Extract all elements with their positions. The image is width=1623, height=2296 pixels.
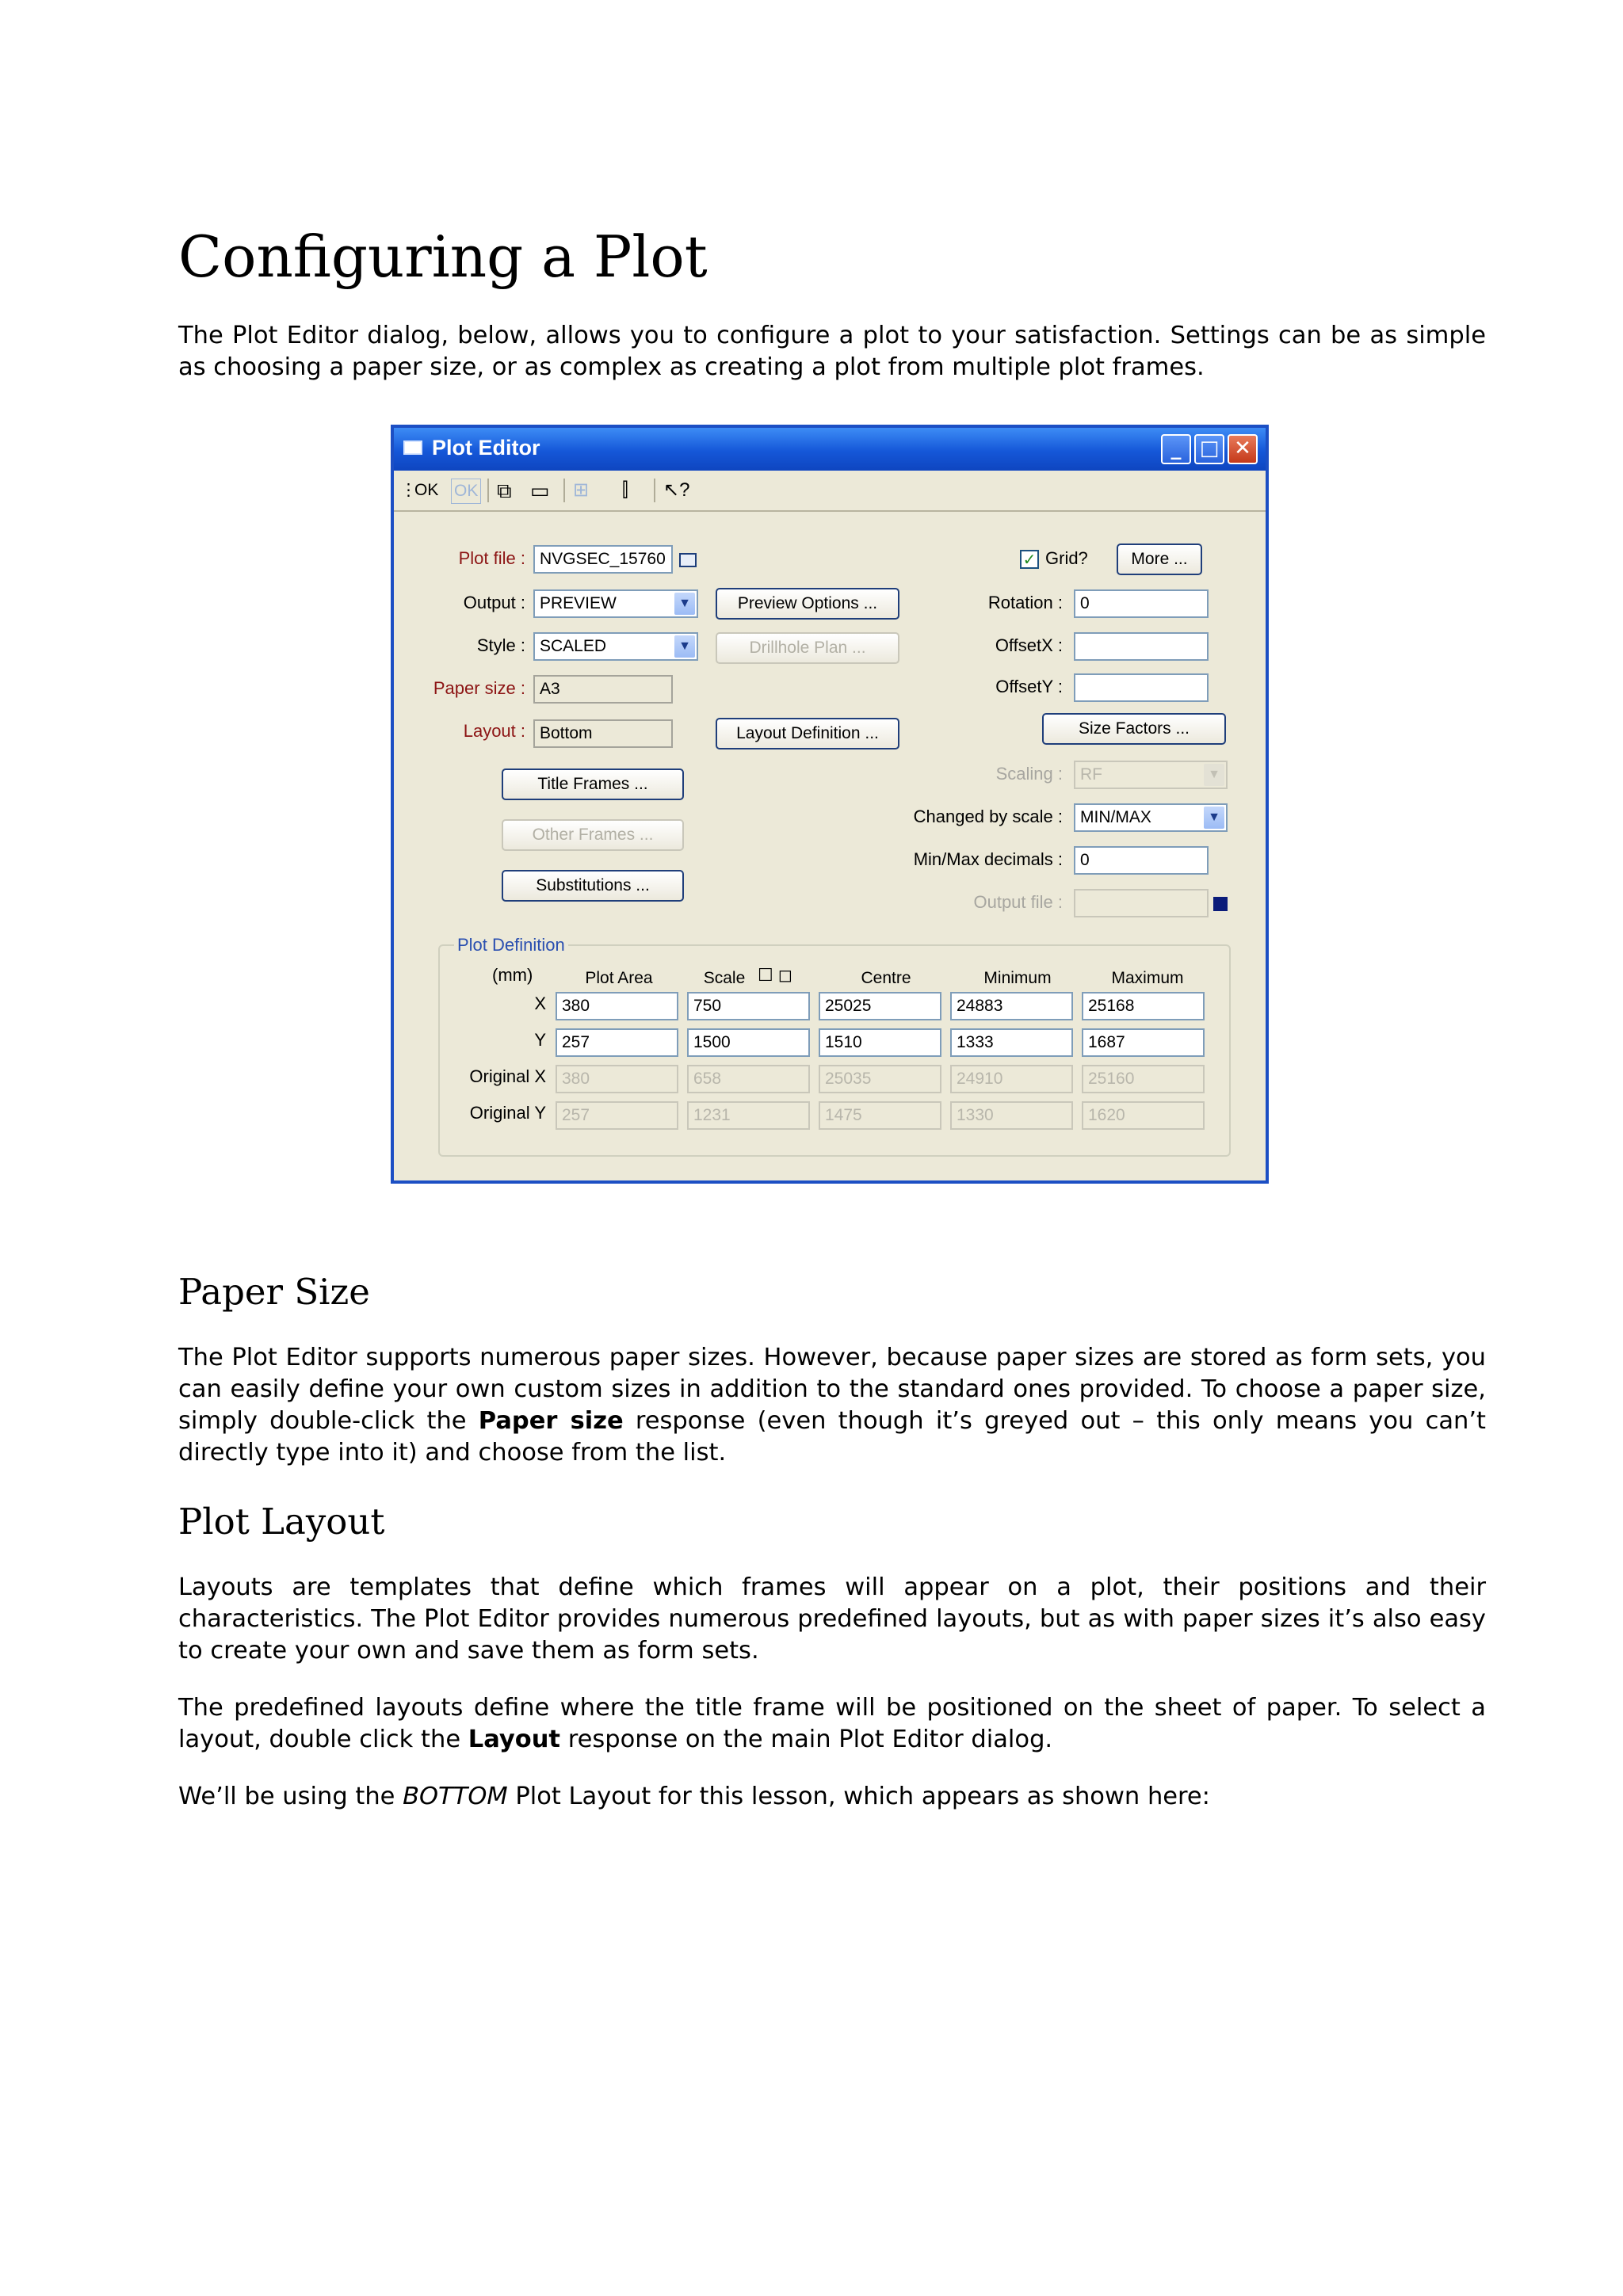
paper-size-bold: Paper size <box>478 1407 624 1435</box>
paper-size-text: response (even though it’s greyed out – this only means you can’t directly type into it) and choose from the list. <box>178 1407 1487 1466</box>
plot-layout-text: We’ll be using the <box>178 1783 403 1810</box>
toolbar-separator <box>654 479 655 502</box>
scaling-value: RF <box>1080 765 1102 784</box>
row-label: Original Y <box>469 1103 546 1123</box>
table-cell[interactable]: 380 <box>556 992 678 1020</box>
toolbar-ok-button[interactable]: OK <box>414 481 439 499</box>
table-cell[interactable]: 25025 <box>819 992 941 1020</box>
minmax-decimals-label: Min/Max decimals : <box>913 849 1063 869</box>
col-centre: Centre <box>861 969 911 987</box>
plot-layout-paragraph-2 <box>178 1692 1486 1756</box>
scale-checkbox-icons[interactable]: ☐ ◻ <box>757 965 793 985</box>
other-frames-button[interactable]: Other Frames ... <box>502 819 684 851</box>
style-select[interactable] <box>533 632 698 661</box>
paper-size-heading: Paper Size <box>178 1271 370 1313</box>
scaling-select[interactable] <box>1074 761 1228 789</box>
toolbar-ok-disabled-button[interactable]: OK <box>451 479 481 504</box>
plot-layout-text: The predefined layouts define where the title frame will be positioned on the sheet of paper. To select a layout, double click the <box>178 1694 1486 1753</box>
layout-label: Layout : <box>463 721 525 741</box>
offset-y-field[interactable] <box>1074 673 1209 702</box>
col-minimum: Minimum <box>983 969 1052 987</box>
row-label: Y <box>534 1030 546 1050</box>
output-label: Output : <box>463 593 525 612</box>
output-file-field[interactable] <box>1074 889 1209 917</box>
col-plot-area: Plot Area <box>585 969 653 987</box>
bottom-italic: BOTTOM <box>403 1783 508 1810</box>
chevron-down-icon[interactable]: ▼ <box>1204 807 1224 829</box>
offset-y-label: OffsetY : <box>995 677 1063 696</box>
table-cell[interactable]: 1687 <box>1082 1028 1205 1057</box>
plot-layout-paragraph-3 <box>178 1781 1486 1813</box>
more-button[interactable]: More ... <box>1117 543 1202 575</box>
col-maximum: Maximum <box>1111 969 1184 987</box>
table-cell: 1231 <box>687 1101 810 1130</box>
table-cell[interactable]: 24883 <box>950 992 1073 1020</box>
table-cell: 24910 <box>950 1065 1073 1093</box>
chevron-down-icon[interactable]: ▼ <box>1204 764 1224 786</box>
plot-definition-title: Plot Definition <box>454 933 568 957</box>
paper-size-field[interactable]: A3 <box>533 675 673 704</box>
dialog-title: Plot Editor <box>432 436 540 460</box>
unit-label: (mm) <box>492 965 533 985</box>
minimize-button[interactable]: _ <box>1161 434 1191 464</box>
plot-layout-paragraph-1: Layouts are templates that define which frames will appear on a plot, their positions and their characteristics. The Plot Editor provides numerous predefined layouts, but as with paper sizes it’s also easy to create your own and save them as form sets. <box>178 1573 1486 1665</box>
dialog-toolbar <box>394 471 1266 512</box>
style-label: Style : <box>476 635 525 655</box>
changed-by-scale-value: MIN/MAX <box>1080 808 1151 826</box>
dialog-title-bar <box>394 428 1266 471</box>
plot-layout-heading: Plot Layout <box>178 1501 385 1543</box>
table-cell: 25160 <box>1082 1065 1205 1093</box>
offset-x-label: OffsetX : <box>995 635 1063 655</box>
table-cell[interactable]: 1333 <box>950 1028 1073 1057</box>
window-frame-icon[interactable]: ▭ <box>530 479 550 502</box>
size-factors-button[interactable]: Size Factors ... <box>1042 713 1226 745</box>
minmax-decimals-field[interactable]: 0 <box>1074 846 1209 875</box>
layout-field[interactable]: Bottom <box>533 719 673 748</box>
chevron-down-icon[interactable]: ▼ <box>674 635 695 658</box>
paper-size-text: The Plot Editor supports numerous paper sizes. However, because paper sizes are stored as form sets, you can easily define your own custom sizes in addition to the standard ones provided. To choose a paper size, simply double-click the <box>178 1344 1486 1435</box>
table-cell: 1330 <box>950 1101 1073 1130</box>
table-cell[interactable]: 25168 <box>1082 992 1205 1020</box>
rotation-label: Rotation : <box>987 593 1063 612</box>
changed-by-scale-select[interactable] <box>1074 803 1228 832</box>
offset-x-field[interactable] <box>1074 632 1209 661</box>
paper-size-label: Paper size : <box>433 678 525 698</box>
preview-options-button[interactable]: Preview Options ... <box>716 588 899 620</box>
table-cell: 658 <box>687 1065 810 1093</box>
split-icon[interactable]: ⫿ <box>622 479 628 501</box>
maximize-button[interactable]: □ <box>1194 434 1224 464</box>
output-file-label: Output file : <box>973 892 1063 912</box>
close-button[interactable]: ✕ <box>1228 434 1258 464</box>
plot-editor-dialog <box>391 425 1269 1184</box>
table-cell: 1620 <box>1082 1101 1205 1130</box>
output-value: PREVIEW <box>540 594 617 612</box>
paper-size-paragraph <box>178 1342 1486 1469</box>
copy-icon[interactable]: ⧉ <box>497 479 512 502</box>
table-cell[interactable]: 257 <box>556 1028 678 1057</box>
toolbar-grip: ⋮ <box>400 481 415 499</box>
grid-checkbox[interactable]: ✓ <box>1020 550 1039 569</box>
substitutions-button[interactable]: Substitutions ... <box>502 870 684 902</box>
table-cell: 380 <box>556 1065 678 1093</box>
table-cell: 25035 <box>819 1065 941 1093</box>
browse-icon[interactable] <box>679 553 697 567</box>
help-pointer-icon[interactable]: ↖? <box>663 479 690 501</box>
row-label: Original X <box>469 1066 546 1086</box>
table-cell: 1475 <box>819 1101 941 1130</box>
scaling-label: Scaling : <box>995 764 1063 784</box>
table-cell[interactable]: 1500 <box>687 1028 810 1057</box>
layout-definition-button[interactable]: Layout Definition ... <box>716 718 899 749</box>
col-scale: Scale <box>703 969 746 987</box>
grid-disabled-icon[interactable]: ⊞ <box>573 479 590 501</box>
window-icon <box>403 441 422 455</box>
plot-file-label: Plot file : <box>458 548 525 568</box>
rotation-field[interactable]: 0 <box>1074 589 1209 618</box>
toolbar-separator <box>487 479 489 502</box>
page-title: Configuring a Plot <box>178 223 708 290</box>
title-frames-button[interactable]: Title Frames ... <box>502 769 684 800</box>
changed-by-scale-label: Changed by scale : <box>913 807 1063 826</box>
intro-paragraph: The Plot Editor dialog, below, allows you to configure a plot to your satisfaction. Settings can be as simple as choosing a paper size, or as complex as creating a plot from multiple plot frames. <box>178 322 1486 381</box>
output-select[interactable] <box>533 589 698 618</box>
grid-label: Grid? <box>1045 548 1088 568</box>
plot-layout-text: response on the main Plot Editor dialog. <box>560 1726 1053 1753</box>
table-cell[interactable]: 750 <box>687 992 810 1020</box>
toolbar-separator <box>563 479 565 502</box>
color-swatch[interactable] <box>1213 897 1228 911</box>
drillhole-plan-button[interactable]: Drillhole Plan ... <box>716 632 899 664</box>
plot-layout-text: Plot Layout for this lesson, which appears as shown here: <box>507 1783 1210 1810</box>
row-label: X <box>534 994 546 1013</box>
style-value: SCALED <box>540 637 607 655</box>
layout-bold: Layout <box>468 1726 561 1753</box>
chevron-down-icon[interactable]: ▼ <box>674 593 695 615</box>
plot-file-field[interactable]: NVGSEC_15760 <box>533 545 673 574</box>
table-cell: 257 <box>556 1101 678 1130</box>
table-cell[interactable]: 1510 <box>819 1028 941 1057</box>
